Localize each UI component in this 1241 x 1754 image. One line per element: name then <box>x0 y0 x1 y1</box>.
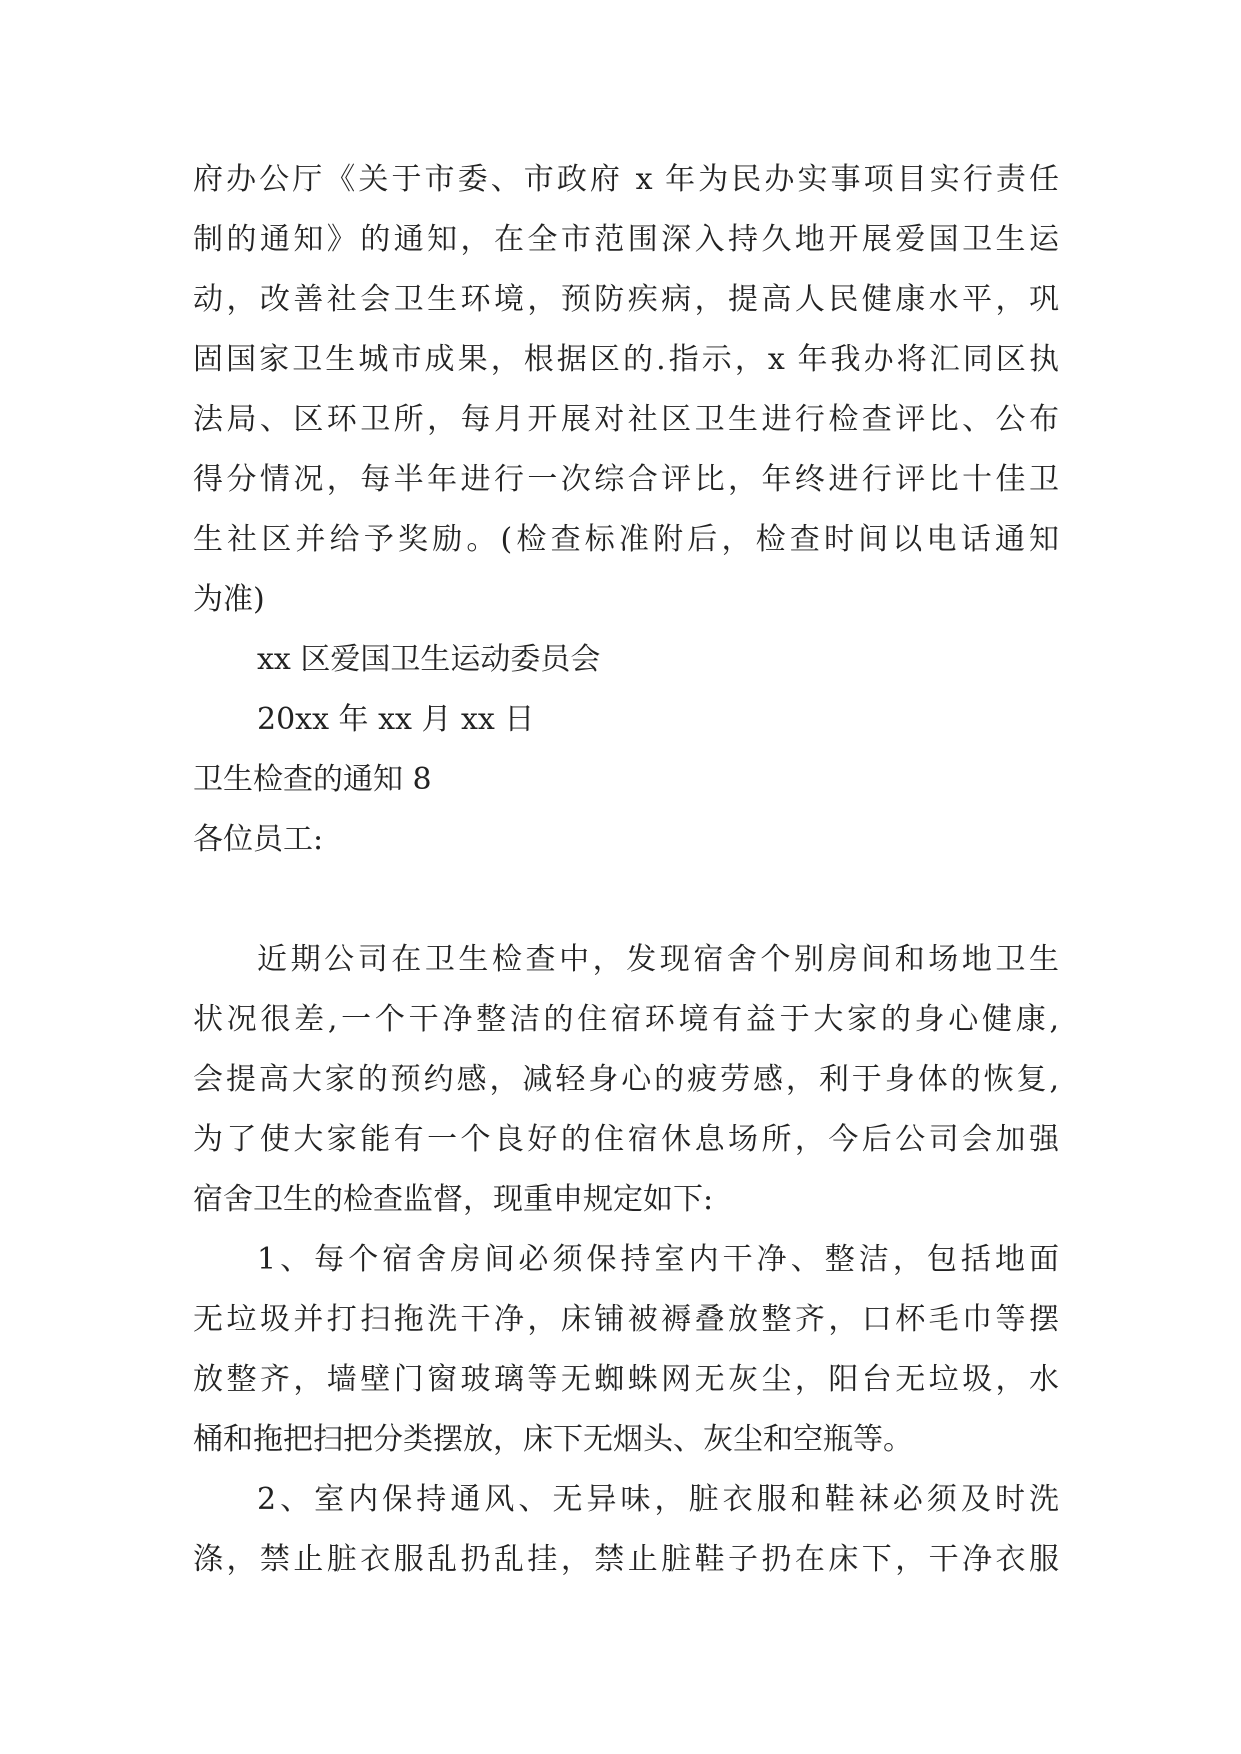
signature-date: 20xx 年 xx 月 xx 日 <box>257 702 535 737</box>
paragraph-line: 1、每个宿舍房间必须保持室内干净、整洁，包括地面 <box>257 1242 1059 1277</box>
paragraph-line: 为了使大家能有一个良好的住宿休息场所，今后公司会加强 <box>193 1122 1059 1157</box>
section-title: 卫生检查的通知 8 <box>193 762 432 797</box>
paragraph-line: 无垃圾并打扫拖洗干净，床铺被褥叠放整齐，口杯毛巾等摆 <box>193 1302 1059 1337</box>
paragraph-line: 为准) <box>193 582 265 617</box>
blank-line <box>193 870 1059 930</box>
paragraph-line: 桶和拖把扫把分类摆放，床下无烟头、灰尘和空瓶等。 <box>193 1422 913 1457</box>
paragraph-line: 府办公厅《关于市委、市政府 x 年为民办实事项目实行责任 <box>193 162 1059 197</box>
paragraph-line: 放整齐，墙壁门窗玻璃等无蜘蛛网无灰尘，阳台无垃圾，水 <box>193 1362 1059 1397</box>
paragraph-line: 法局、区环卫所，每月开展对社区卫生进行检查评比、公布 <box>193 402 1059 437</box>
paragraph-line: 2、室内保持通风、无异味，脏衣服和鞋袜必须及时洗 <box>257 1482 1059 1517</box>
paragraph-line: 制的通知》的通知，在全市范围深入持久地开展爱国卫生运 <box>193 222 1059 257</box>
salutation: 各位员工: <box>193 822 324 857</box>
rule-1 <box>193 1230 1059 1470</box>
paragraph-line: 宿舍卫生的检查监督，现重申规定如下: <box>193 1182 714 1217</box>
paragraph-line: 会提高大家的预约感，减轻身心的疲劳感，利于身体的恢复, <box>193 1062 1059 1097</box>
paragraph-line: 动，改善社会卫生环境，预防疾病，提高人民健康水平，巩 <box>193 282 1059 317</box>
paragraph-line: 状况很差,一个干净整洁的住宿环境有益于大家的身心健康, <box>193 1002 1059 1037</box>
body-paragraph <box>193 930 1059 1230</box>
signature-block <box>193 630 1059 750</box>
document-content <box>193 150 1059 1590</box>
signature-organization: xx 区爱国卫生运动委员会 <box>257 642 601 677</box>
paragraph-line: 固国家卫生城市成果，根据区的.指示，x 年我办将汇同区执 <box>193 342 1059 377</box>
paragraph-line: 近期公司在卫生检查中，发现宿舍个别房间和场地卫生 <box>257 942 1059 977</box>
rule-2 <box>193 1470 1059 1590</box>
paragraph-line: 生社区并给予奖励。(检查标准附后，检查时间以电话通知 <box>193 522 1059 557</box>
paragraph-line: 得分情况，每半年进行一次综合评比，年终进行评比十佳卫 <box>193 462 1059 497</box>
paragraph-line: 涤，禁止脏衣服乱扔乱挂，禁止脏鞋子扔在床下，干净衣服 <box>193 1542 1059 1577</box>
intro-paragraph <box>193 150 1059 630</box>
